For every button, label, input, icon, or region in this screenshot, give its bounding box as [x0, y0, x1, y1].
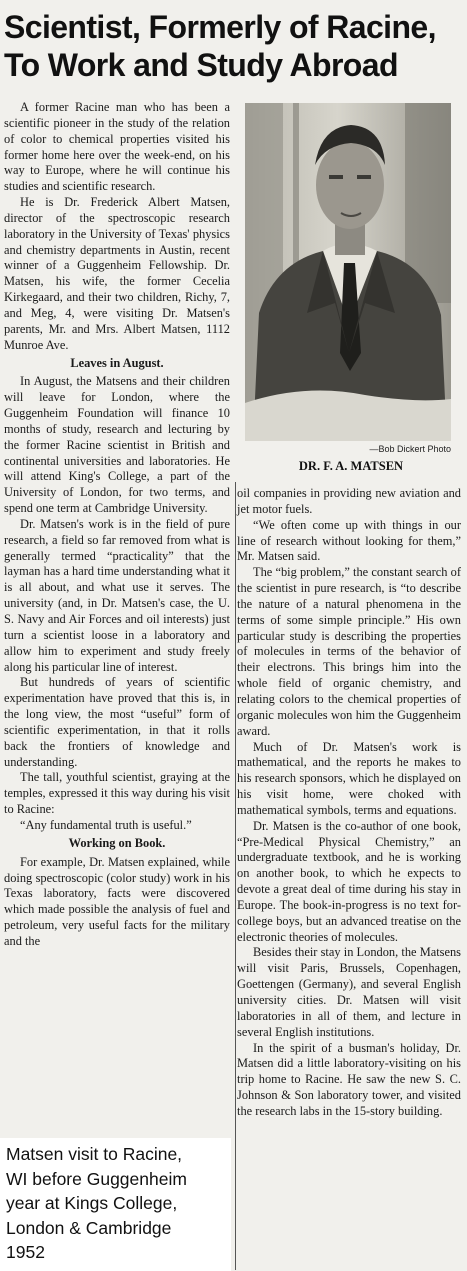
paragraph: The tall, youthful scientist, graying at the temples, expressed it this way during his visit to Racine: [4, 770, 230, 817]
article-column-2 [237, 486, 461, 1120]
paragraph: For example, Dr. Matsen explained, while doing spectroscopic (color study) work in his Texas laboratory, facts were discovered which made possible the analysis of fuel and petroleum, very useful facts for the military and the [4, 854, 230, 948]
paragraph: “Any fundamental truth is useful.” [20, 817, 192, 832]
annotation-label [0, 1138, 231, 1271]
paragraph: A former Racine man who has been a scientific pioneer in the study of the relation of color to chemical properties visited his former home here over the week-end, on his way to Europe, where he will continue his studies and scientific research. [4, 100, 230, 194]
column-divider [235, 482, 236, 1270]
article-column-1 [4, 100, 230, 950]
paragraph: Dr. Matsen's work is in the field of pure research, a field so far removed from what is generally termed “practicality” that the layman has a hard time understanding what it is all about, and what use it serves. The university (and, in Dr. Matsen's case, the U. S. Navy and Air Forces and oil interests) just turn a scientist loose in a laboratory and allow him to experiment and study freely along his particular line of interest. [4, 516, 230, 674]
paragraph: In August, the Matsens and their children will leave for London, where the Guggenheim Foundation will finance 10 months of study, research and lecturing by the former Racine scientist in British and continental universities and laboratories. He will attend King's College, a part of the University of London, for two terms, and spend one term at Cambridge University. [4, 374, 230, 516]
portrait-photo [245, 103, 451, 441]
annotation-line: Matsen visit to Racine, [6, 1144, 183, 1164]
paragraph: “We often come up with things in our line of research without looking for them,” Mr. Matsen said. [237, 517, 461, 564]
paragraph: The “big problem,” the constant search of the scientist in pure research, is “to describe the nature of a natural phenomena in the terms of some simple principle.” His own particular study is describing the properties of molecules in terms of the behavior of their electrons. This brings him into the whole field of organic chemistry, and relating colors to the chemical properties of organic molecules won him the Guggenheim award. [237, 565, 461, 738]
paragraph: He is Dr. Frederick Albert Matsen, director of the spectroscopic research laboratory in the University of Texas' physics and chemistry departments in Austin, recent winner of a Guggenheim Fellowship. Dr. Matsen, his wife, the former Cecelia Kirkegaard, and their two children, Richy, 7, and Meg, 4, were visiting Dr. Matsen's parents, Mr. and Mrs. Albert Matsen, 1112 Munroe Ave. [4, 195, 230, 352]
annotation-line: year at Kings College, [6, 1193, 178, 1213]
paragraph: Dr. Matsen is the co-author of one book, “Pre-Medical Physical Chemistry,” an undergraduate textbook, and he is working on another book, to which he expects to devote a great deal of time during his stay in Europe. The book-in-progress is no text for-college boys, but an advanced treatise on the electronic theories of molecules. [237, 818, 461, 944]
annotation-line: WI before Guggenheim [6, 1168, 187, 1189]
subheading: Working on Book. [68, 835, 166, 850]
headline [4, 8, 464, 84]
photo-caption: DR. F. A. MATSEN [298, 459, 404, 473]
portrait-image [245, 103, 451, 441]
paragraph: Besides their stay in London, the Matsens will visit Paris, Brussels, Copenhagen, Goettengen (Germany), and several English university cities. Dr. Matsen will visit laboratories in all of them, and lecture in several English institutions. [237, 945, 461, 1039]
annotation-line: 1952 [6, 1242, 45, 1262]
paragraph: Much of Dr. Matsen's work is mathematical, and the reports he makes to his research sponsors, which he displayed on his visit home, were choked with mathematical symbols, terms and equations. [237, 739, 461, 817]
headline-line-1: Scientist, Formerly of Racine, [4, 9, 436, 45]
annotation-line: London & Cambridge [6, 1217, 172, 1238]
paragraph: But hundreds of years of scientific experimentation have proved that this is, in the long view, the most “useful” form of scientific experimentation, in that it rolls back the frontiers of knowledge and understanding. [4, 675, 230, 769]
subheading: Leaves in August. [70, 355, 164, 370]
photo-credit: —Bob Dickert Photo [369, 444, 451, 454]
paragraph: In the spirit of a busman's holiday, Dr. Matsen did a little laboratory-visiting on his trip home to Racine. He saw the new S. C. Johnson & Son laboratory tower, and visited the research labs in the 15-story building. [237, 1040, 461, 1118]
headline-line-2: To Work and Study Abroad [4, 47, 398, 83]
paragraph: oil companies in providing new aviation and jet motor fuels. [237, 486, 461, 516]
